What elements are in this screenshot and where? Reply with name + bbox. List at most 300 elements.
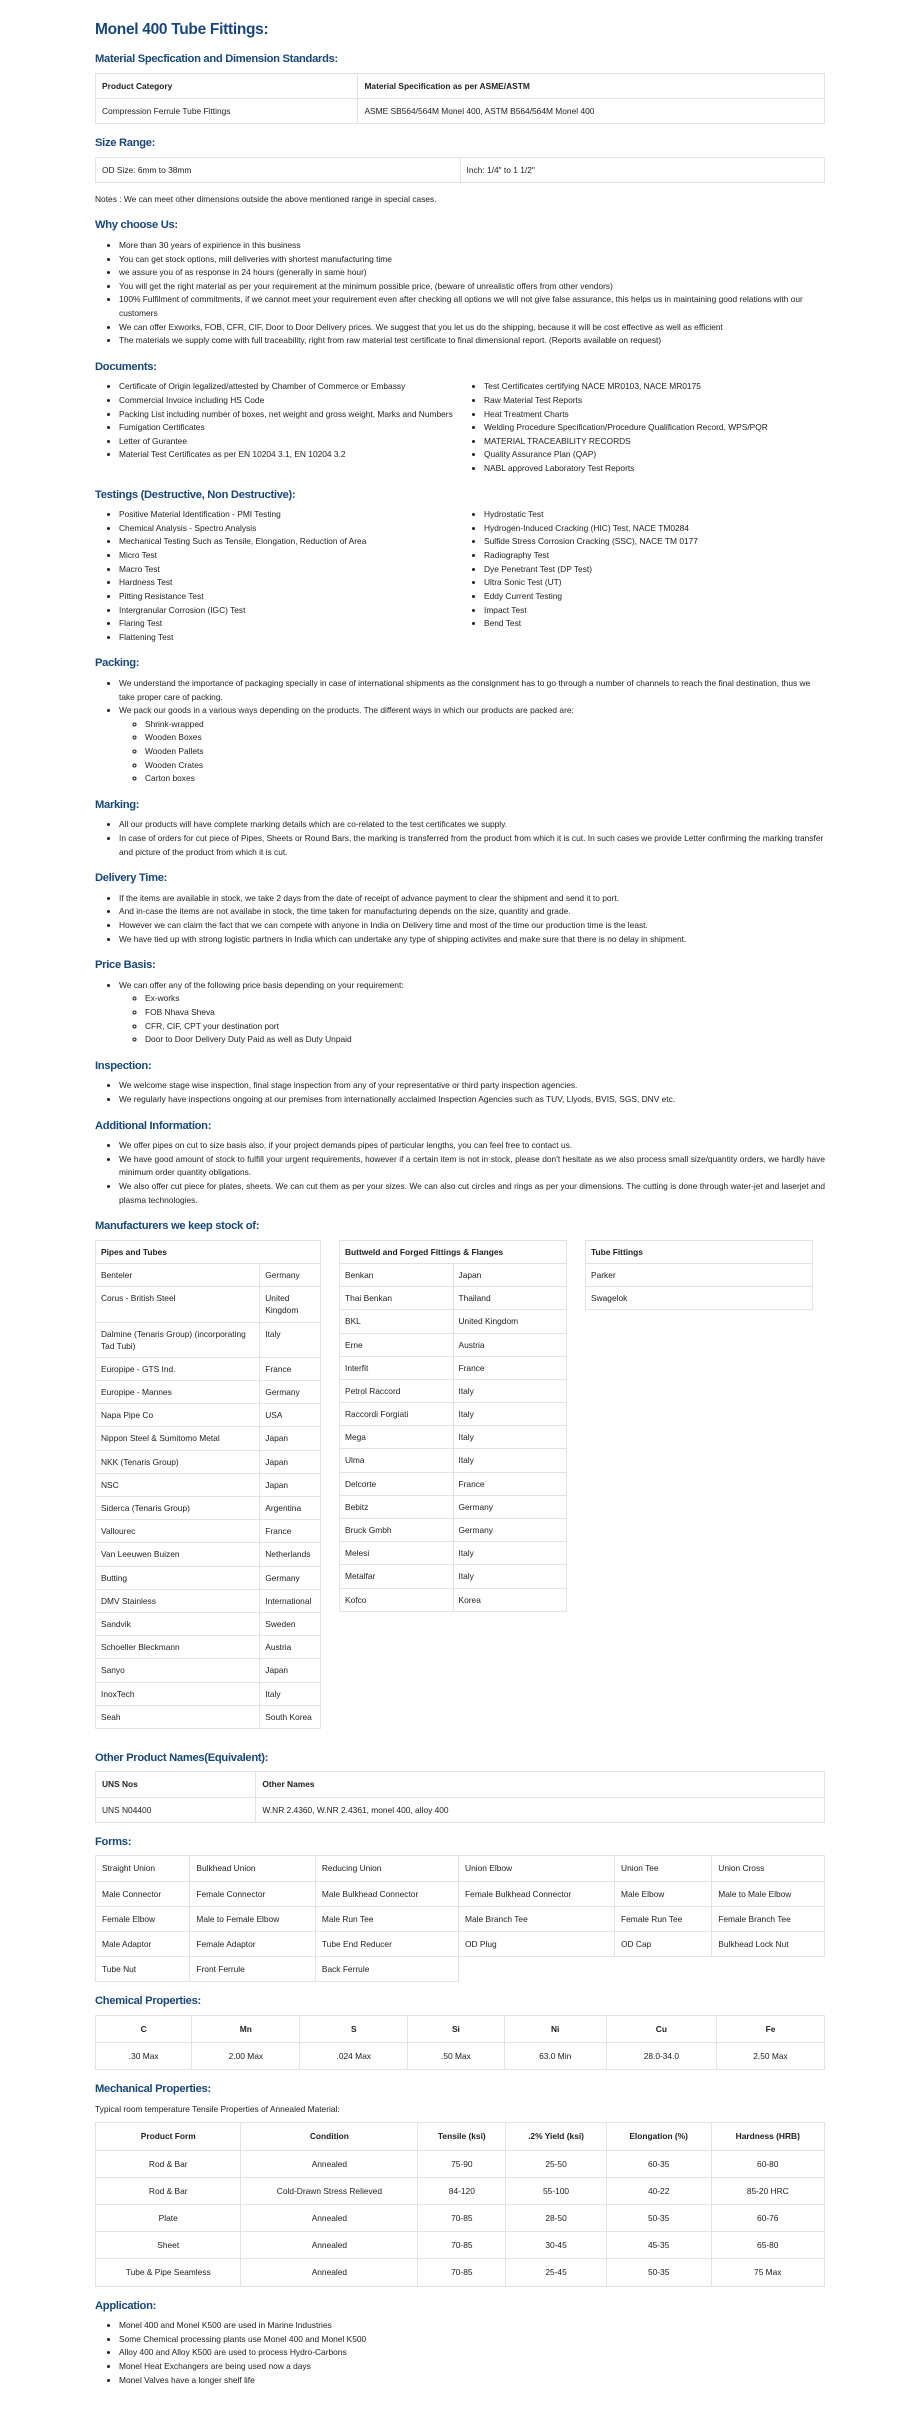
testings-columns xyxy=(95,508,825,644)
table-cell: Korea xyxy=(453,1588,567,1611)
od-size-cell: OD Size: 6mm to 38mm xyxy=(96,157,461,182)
table-row xyxy=(96,1931,825,1956)
delivery-list xyxy=(95,892,825,946)
table-row xyxy=(96,1357,321,1380)
list-item: • Ultra Sonic Test (UT) xyxy=(484,576,825,590)
table-cell: Union Tee xyxy=(615,1856,712,1881)
table-cell: Dalmine (Tenaris Group) (incorporating Tad Tubi) xyxy=(96,1322,260,1357)
documents-list-left xyxy=(95,380,460,475)
table-row xyxy=(96,157,825,182)
inspection-list xyxy=(95,1079,825,1106)
list-item: • Monel Valves have a longer shelf life xyxy=(119,2374,825,2388)
list-item: • Material Test Certificates as per EN 10204 3.1, EN 10204 3.2 xyxy=(119,448,460,462)
table-row xyxy=(96,1797,825,1822)
table-cell: 28-50 xyxy=(506,2204,606,2231)
table-cell: Male Bulkhead Connector xyxy=(315,1881,458,1906)
table-row xyxy=(586,1263,813,1286)
table-cell: Raccordi Forgiati xyxy=(340,1403,454,1426)
table-cell: Male Branch Tee xyxy=(459,1906,615,1931)
table-cell: France xyxy=(453,1472,567,1495)
list-item: • We can offer Exworks, FOB, CFR, CIF, Door to Door Delivery prices. We suggest that you let us do the shipping, because it will be cost effective as well as efficient xyxy=(119,321,825,335)
list-item: • Heat Treatment Charts xyxy=(484,408,825,422)
table-cell: Japan xyxy=(453,1263,567,1286)
table-row xyxy=(96,1543,321,1566)
packing-sub-list xyxy=(119,718,825,786)
table-cell: Germany xyxy=(260,1566,321,1589)
price-list xyxy=(95,979,825,1047)
table-cell: Italy xyxy=(260,1682,321,1705)
table-cell: Netherlands xyxy=(260,1543,321,1566)
table-cell: Female Elbow xyxy=(96,1906,190,1931)
marking-heading: Marking: xyxy=(95,798,140,811)
table-cell: Sandvik xyxy=(96,1612,260,1635)
table-row xyxy=(96,1263,321,1286)
table-cell: France xyxy=(453,1356,567,1379)
table-cell: OD Plug xyxy=(459,1931,615,1956)
table-row xyxy=(96,1659,321,1682)
list-item: • Quality Assurance Plan (QAP) xyxy=(484,448,825,462)
table-cell: Seah xyxy=(96,1705,260,1728)
table-row xyxy=(96,1497,321,1520)
list-item: • The materials we supply come with full traceability, right from raw material test certificate to final dimensional report. (Reports available on request) xyxy=(119,334,825,348)
table-row xyxy=(96,1566,321,1589)
header-cell: Hardness (HRB) xyxy=(711,2123,824,2150)
table-cell: Sweden xyxy=(260,1612,321,1635)
list-item: • However we can claim the fact that we can compete with anyone in India on Delivery time and most of the time our production time is the least. xyxy=(119,919,825,933)
table-cell: NKK (Tenaris Group) xyxy=(96,1450,260,1473)
header-cell: Condition xyxy=(241,2123,418,2150)
table-row xyxy=(96,98,825,123)
packing-heading: Packing: xyxy=(95,657,140,670)
list-item: • Positive Material Identification - PMI Testing xyxy=(119,508,460,522)
table-cell: Annealed xyxy=(241,2150,418,2177)
list-item: • And in-case the items are not availabe in stock, the time taken for manufacturing depends on the size, quantity and grade. xyxy=(119,905,825,919)
list-item: ◦ Wooden Pallets xyxy=(145,745,825,759)
table-row xyxy=(96,1856,825,1881)
chemical-table xyxy=(95,2015,825,2070)
table-cell: 55-100 xyxy=(506,2177,606,2204)
list-item: • Impact Test xyxy=(484,604,825,618)
table-cell: Back Ferrule xyxy=(315,1957,458,1982)
table-cell: Italy xyxy=(453,1379,567,1402)
table-header-row xyxy=(96,2123,825,2150)
list-item: • Micro Test xyxy=(119,549,460,563)
table-cell: Austria xyxy=(453,1333,567,1356)
table-cell: Annealed xyxy=(241,2232,418,2259)
notes-text: Notes : We can meet other dimensions outside the above mentioned range in special cases. xyxy=(95,193,437,204)
list-item: • Hydrostatic Test xyxy=(484,508,825,522)
list-item: • We offer pipes on cut to size basis also, if your project demands pipes of particular lengths, you can feel free to contact us. xyxy=(119,1139,825,1153)
table-cell: Schoeller Bleckmann xyxy=(96,1636,260,1659)
application-list xyxy=(95,2319,825,2387)
table-cell: Petrol Raccord xyxy=(340,1379,454,1402)
table-cell: 70-85 xyxy=(418,2204,506,2231)
documents-list-right xyxy=(460,380,825,475)
table-row xyxy=(96,1450,321,1473)
table-row xyxy=(96,1381,321,1404)
table-cell: Metalfar xyxy=(340,1565,454,1588)
buttweld-table xyxy=(339,1240,567,1612)
list-item: ◦ Shrink-wrapped xyxy=(145,718,825,732)
table-cell: DMV Stainless xyxy=(96,1589,260,1612)
list-item: • Hydrogen-Induced Cracking (HIC) Test, NACE TM0284 xyxy=(484,522,825,536)
table-row xyxy=(340,1379,567,1402)
table-cell: Italy xyxy=(453,1565,567,1588)
list-item: • Monel 400 and Monel K500 are used in Marine Industries xyxy=(119,2319,825,2333)
table-cell: Kofco xyxy=(340,1588,454,1611)
table-cell: 2.00 Max xyxy=(192,2043,300,2070)
table-row xyxy=(96,1322,321,1357)
table-cell: 70-85 xyxy=(418,2259,506,2286)
table-cell: Corus - British Steel xyxy=(96,1287,260,1322)
header-cell: C xyxy=(96,2015,192,2042)
table-row xyxy=(96,2204,825,2231)
list-item: ◦ Wooden Crates xyxy=(145,759,825,773)
table-cell: BKL xyxy=(340,1310,454,1333)
list-item: ◦ Carton boxes xyxy=(145,772,825,786)
list-item: ◦ CFR, CIF, CPT your destination port xyxy=(145,1020,825,1034)
header-cell: Cu xyxy=(606,2015,716,2042)
testings-list-left xyxy=(95,508,460,644)
header-cell: Product Form xyxy=(96,2123,241,2150)
forms-heading: Forms: xyxy=(95,1835,132,1848)
inch-size-cell: Inch: 1/4" to 1 1/2" xyxy=(460,157,825,182)
table-cell: Parker xyxy=(586,1263,813,1286)
table-row xyxy=(96,2043,825,2070)
table-cell: Male to Female Elbow xyxy=(190,1906,315,1931)
mechanical-subtitle: Typical room temperature Tensile Properties of Annealed Material: xyxy=(95,2103,340,2114)
list-item: • Macro Test xyxy=(119,563,460,577)
table-cell: 40-22 xyxy=(606,2177,711,2204)
table-row xyxy=(340,1472,567,1495)
table-row xyxy=(586,1287,813,1310)
table-cell: Cold-Drawn Stress Relieved xyxy=(241,2177,418,2204)
table-cell: Benkan xyxy=(340,1263,454,1286)
table-cell: Italy xyxy=(453,1542,567,1565)
header-cell: Other Names xyxy=(256,1772,825,1797)
header-cell: Product Category xyxy=(96,73,358,98)
size-range-heading: Size Range: xyxy=(95,137,156,150)
table-cell: 50-35 xyxy=(606,2204,711,2231)
list-item: • Letter of Gurantee xyxy=(119,435,460,449)
table-cell: ASME SB564/564M Monel 400, ASTM B564/564M Monel 400 xyxy=(358,98,825,123)
additional-heading: Additional Information: xyxy=(95,1119,212,1132)
table-row xyxy=(340,1426,567,1449)
why-list xyxy=(95,239,825,348)
table-cell: Tube End Reducer xyxy=(315,1931,458,1956)
list-item: • Intergranular Corrosion (IGC) Test xyxy=(119,604,460,618)
list-item: • If the items are available in stock, we take 2 days from the date of receipt of advance payment to clear the shipment and send it to port. xyxy=(119,892,825,906)
list-item: • Pitting Resistance Test xyxy=(119,590,460,604)
table-cell: 45-35 xyxy=(606,2232,711,2259)
list-item: • Radiography Test xyxy=(484,549,825,563)
table-cell: Germany xyxy=(453,1519,567,1542)
table-row xyxy=(96,1404,321,1427)
price-sub-list xyxy=(119,992,825,1046)
table-header-row xyxy=(96,2015,825,2042)
table-cell: Melesi xyxy=(340,1542,454,1565)
list-item: • Flaring Test xyxy=(119,617,460,631)
table-cell: Siderca (Tenaris Group) xyxy=(96,1497,260,1520)
table-cell: Male Adaptor xyxy=(96,1931,190,1956)
header-cell: Elongation (%) xyxy=(606,2123,711,2150)
list-item: • You can get stock options, mill deliveries with shortest manufacturing time xyxy=(119,253,825,267)
forms-table xyxy=(95,1855,825,1982)
table-cell: Napa Pipe Co xyxy=(96,1404,260,1427)
table-cell: Japan xyxy=(260,1473,321,1496)
table-cell: 75-90 xyxy=(418,2150,506,2177)
table-cell: Japan xyxy=(260,1450,321,1473)
table-cell: Female Connector xyxy=(190,1881,315,1906)
table-cell: Female Bulkhead Connector xyxy=(459,1881,615,1906)
list-item: • Raw Material Test Reports xyxy=(484,394,825,408)
table-cell: USA xyxy=(260,1404,321,1427)
table-row xyxy=(340,1287,567,1310)
list-item: • Some Chemical processing plants use Monel 400 and Monel K500 xyxy=(119,2333,825,2347)
packing-list xyxy=(95,677,825,786)
table-cell: Europipe - Mannes xyxy=(96,1381,260,1404)
table-cell: Male Connector xyxy=(96,1881,190,1906)
table-cell: Italy xyxy=(260,1322,321,1357)
table-cell: Germany xyxy=(453,1495,567,1518)
list-item: • Fumigation Certificates xyxy=(119,421,460,435)
mechanical-heading: Mechanical Properties: xyxy=(95,2083,211,2096)
size-range-table xyxy=(95,157,825,183)
table-row xyxy=(96,2259,825,2286)
table-row xyxy=(96,2232,825,2259)
header-cell: Buttweld and Forged Fittings & Flanges xyxy=(340,1240,567,1263)
table-row xyxy=(340,1519,567,1542)
table-row xyxy=(96,1473,321,1496)
list-item: • MATERIAL TRACEABILITY RECORDS xyxy=(484,435,825,449)
table-cell: South Korea xyxy=(260,1705,321,1728)
table-cell: NSC xyxy=(96,1473,260,1496)
header-cell: Pipes and Tubes xyxy=(96,1240,321,1263)
table-cell: Erne xyxy=(340,1333,454,1356)
list-item: • We also offer cut piece for plates, sheets. We can cut them as per your sizes. We can also cut circles and rings as per your dimensions. The cutting is done through water-jet and laserjet and plasma technologies. xyxy=(119,1180,825,1207)
table-cell: Vallourec xyxy=(96,1520,260,1543)
table-cell: Bebitz xyxy=(340,1495,454,1518)
list-item: • We regularly have inspections ongoing at our premises from internationally acclaimed Inspection Agencies such as TUV, Llyods, BVIS, SGS, DNV etc. xyxy=(119,1093,825,1107)
header-cell: Mn xyxy=(192,2015,300,2042)
header-cell: UNS Nos xyxy=(96,1772,256,1797)
table-cell: Sheet xyxy=(96,2232,241,2259)
table-cell: Ulma xyxy=(340,1449,454,1472)
list-item: • We understand the importance of packaging specially in case of international shipments as the consignment has to go through a number of channels to reach the final destination, thus we take proper care of packing. xyxy=(119,677,825,704)
table-cell: 70-85 xyxy=(418,2232,506,2259)
table-cell: 75 Max xyxy=(711,2259,824,2286)
list-item: • NABL approved Laboratory Test Reports xyxy=(484,462,825,476)
header-cell: .2% Yield (ksi) xyxy=(506,2123,606,2150)
table-cell: Argentina xyxy=(260,1497,321,1520)
table-cell: Interfit xyxy=(340,1356,454,1379)
documents-heading: Documents: xyxy=(95,360,157,373)
material-spec-heading: Material Specfication and Dimension Standards: xyxy=(95,53,338,66)
table-cell: France xyxy=(260,1520,321,1543)
testings-heading: Testings (Destructive, Non Destructive): xyxy=(95,488,296,501)
tube-fittings-table xyxy=(585,1240,813,1311)
table-row xyxy=(96,1520,321,1543)
table-cell: France xyxy=(260,1357,321,1380)
list-item: • All our products will have complete marking details which are co-related to the test certificates we supply. xyxy=(119,818,825,832)
list-item: • Bend Test xyxy=(484,617,825,631)
list-item: • Packing List including number of boxes, net weight and gross weight, Marks and Numbers xyxy=(119,408,460,422)
table-cell: 2.50 Max xyxy=(717,2043,825,2070)
table-cell: Rod & Bar xyxy=(96,2150,241,2177)
list-item: • Test Certificates certifying NACE MR0103, NACE MR0175 xyxy=(484,380,825,394)
inspection-heading: Inspection: xyxy=(95,1059,152,1072)
table-cell: Bulkhead Lock Nut xyxy=(712,1931,825,1956)
list-item xyxy=(119,704,825,786)
table-row xyxy=(96,1612,321,1635)
table-cell: Japan xyxy=(260,1659,321,1682)
table-cell: 84-120 xyxy=(418,2177,506,2204)
table-cell: Italy xyxy=(453,1426,567,1449)
table-cell: Annealed xyxy=(241,2259,418,2286)
table-cell: Annealed xyxy=(241,2204,418,2231)
list-item: • Flattening Test xyxy=(119,631,460,645)
table-cell: .024 Max xyxy=(300,2043,408,2070)
header-cell: Si xyxy=(408,2015,504,2042)
table-cell: 50-35 xyxy=(606,2259,711,2286)
table-cell: 30-45 xyxy=(506,2232,606,2259)
list-item: • Alloy 400 and Alloy K500 are used to process Hydro-Carbons xyxy=(119,2346,825,2360)
list-item: • Commercial Invoice including HS Code xyxy=(119,394,460,408)
list-item: • Welding Procedure Specification/Procedure Qualification Record, WPS/PQR xyxy=(484,421,825,435)
list-item xyxy=(119,979,825,1047)
list-item: • Dye Penetrant Test (DP Test) xyxy=(484,563,825,577)
table-cell: 25-50 xyxy=(506,2150,606,2177)
list-item: ◦ Door to Door Delivery Duty Paid as well as Duty Unpaid xyxy=(145,1033,825,1047)
table-cell: Bulkhead Union xyxy=(190,1856,315,1881)
table-cell: Sanyo xyxy=(96,1659,260,1682)
table-cell: Male Run Tee xyxy=(315,1906,458,1931)
table-cell: Nippon Steel & Sumitomo Metal xyxy=(96,1427,260,1450)
header-cell: Ni xyxy=(504,2015,606,2042)
table-row xyxy=(340,1542,567,1565)
list-item: • You will get the right material as per your requirement at the minimum possible price, (beware of unrealistic offers from other vendors) xyxy=(119,280,825,294)
list-item-text: We can offer any of the following price basis depending on your requirement: xyxy=(119,979,404,990)
table-cell: 85-20 HRC xyxy=(711,2177,824,2204)
table-cell: 60-35 xyxy=(606,2150,711,2177)
chemical-heading: Chemical Properties: xyxy=(95,1995,201,2008)
list-item: • Certificate of Origin legalized/attested by Chamber of Commerce or Embassy xyxy=(119,380,460,394)
list-item: • 100% Fulfilment of commitments, if we cannot meet your requirement even after checking all options we will not give false assurance, this helps us in maintaining good relations with our customers xyxy=(119,293,825,320)
header-cell: Tensile (ksi) xyxy=(418,2123,506,2150)
list-item-text: We pack our goods in a various ways depending on the products. The different ways in which our products are packed are: xyxy=(119,705,574,716)
list-item: • Monel Heat Exchangers are being used now a days xyxy=(119,2360,825,2374)
table-cell: 28.0-34.0 xyxy=(606,2043,716,2070)
header-cell: S xyxy=(300,2015,408,2042)
list-item: • Mechanical Testing Such as Tensile, Elongation, Reduction of Area xyxy=(119,535,460,549)
manufacturers-heading: Manufacturers we keep stock of: xyxy=(95,1220,260,1233)
header-cell: Fe xyxy=(717,2015,825,2042)
table-cell: Japan xyxy=(260,1427,321,1450)
table-cell: Austria xyxy=(260,1636,321,1659)
table-row xyxy=(340,1449,567,1472)
testings-list-right xyxy=(460,508,825,644)
table-cell: Swagelok xyxy=(586,1287,813,1310)
table-cell: UNS N04400 xyxy=(96,1797,256,1822)
table-cell: United Kingdom xyxy=(453,1310,567,1333)
table-row xyxy=(340,1333,567,1356)
table-row xyxy=(340,1588,567,1611)
list-item: • We have good amount of stock to fulfill your urgent requirements, however if a certain item is not in stock, please don't hesitate as we also process small size/quantity orders, we hardly have minimum order quantity obligations. xyxy=(119,1153,825,1180)
list-item: • More than 30 years of expirience in this business xyxy=(119,239,825,253)
table-row xyxy=(96,1957,825,1982)
page-title: Monel 400 Tube Fittings: xyxy=(95,21,269,38)
documents-columns xyxy=(95,380,825,475)
price-heading: Price Basis: xyxy=(95,959,156,972)
table-row xyxy=(96,1589,321,1612)
list-item: • Chemical Analysis - Spectro Analysis xyxy=(119,522,460,536)
table-header-row xyxy=(96,1240,321,1263)
other-names-heading: Other Product Names(Equivalent): xyxy=(95,1751,269,1764)
table-cell: .50 Max xyxy=(408,2043,504,2070)
material-spec-table xyxy=(95,73,825,124)
marking-list xyxy=(95,818,825,859)
table-cell: International xyxy=(260,1589,321,1612)
pipes-tubes-table xyxy=(95,1240,321,1729)
table-header-row xyxy=(586,1240,813,1263)
table-cell: Thailand xyxy=(453,1287,567,1310)
table-cell: 63.0 Min xyxy=(504,2043,606,2070)
table-cell: Butting xyxy=(96,1566,260,1589)
table-cell: 65-80 xyxy=(711,2232,824,2259)
list-item: • Eddy Current Testing xyxy=(484,590,825,604)
table-cell: Germany xyxy=(260,1381,321,1404)
table-header-row xyxy=(340,1240,567,1263)
table-cell: InoxTech xyxy=(96,1682,260,1705)
list-item: • Sulfide Stress Corrosion Cracking (SSC), NACE TM 0177 xyxy=(484,535,825,549)
table-cell: Female Branch Tee xyxy=(712,1906,825,1931)
table-cell: Italy xyxy=(453,1449,567,1472)
list-item: ◦ FOB Nhava Sheva xyxy=(145,1006,825,1020)
why-heading: Why choose Us: xyxy=(95,219,178,232)
table-cell: Europipe - GTS Ind. xyxy=(96,1357,260,1380)
table-row xyxy=(340,1356,567,1379)
table-cell: Bruck Gmbh xyxy=(340,1519,454,1542)
table-cell: Union Cross xyxy=(712,1856,825,1881)
table-cell: Mega xyxy=(340,1426,454,1449)
application-heading: Application: xyxy=(95,2299,157,2312)
table-row xyxy=(340,1495,567,1518)
table-header-row xyxy=(96,1772,825,1797)
mechanical-table xyxy=(95,2122,825,2286)
table-row xyxy=(340,1263,567,1286)
list-item: • In case of orders for cut piece of Pipes, Sheets or Round Bars, the marking is transferred from the product from which it is cut. In such cases we provide Letter confirming the marking transfer and picture of the product from which it is cut. xyxy=(119,832,825,859)
header-cell: Tube Fittings xyxy=(586,1240,813,1263)
table-cell: Delcorte xyxy=(340,1472,454,1495)
table-cell: Tube & Pipe Seamless xyxy=(96,2259,241,2286)
table-cell: Tube Nut xyxy=(96,1957,190,1982)
table-cell: 60-76 xyxy=(711,2204,824,2231)
table-cell: Front Ferrule xyxy=(190,1957,315,1982)
table-cell: Italy xyxy=(453,1403,567,1426)
table-row xyxy=(340,1565,567,1588)
table-cell: Straight Union xyxy=(96,1856,190,1881)
table-row xyxy=(96,1705,321,1728)
list-item: • We have tied up with strong logistic partners in India which can undertake any type of shipping activites and make sure that there is no delay in shipment. xyxy=(119,933,825,947)
table-row xyxy=(96,1682,321,1705)
table-cell: Female Run Tee xyxy=(615,1906,712,1931)
table-row xyxy=(96,1906,825,1931)
table-cell: OD Cap xyxy=(615,1931,712,1956)
table-cell: Male Elbow xyxy=(615,1881,712,1906)
table-cell: Plate xyxy=(96,2204,241,2231)
table-cell: 25-45 xyxy=(506,2259,606,2286)
header-cell: Material Specification as per ASME/ASTM xyxy=(358,73,825,98)
